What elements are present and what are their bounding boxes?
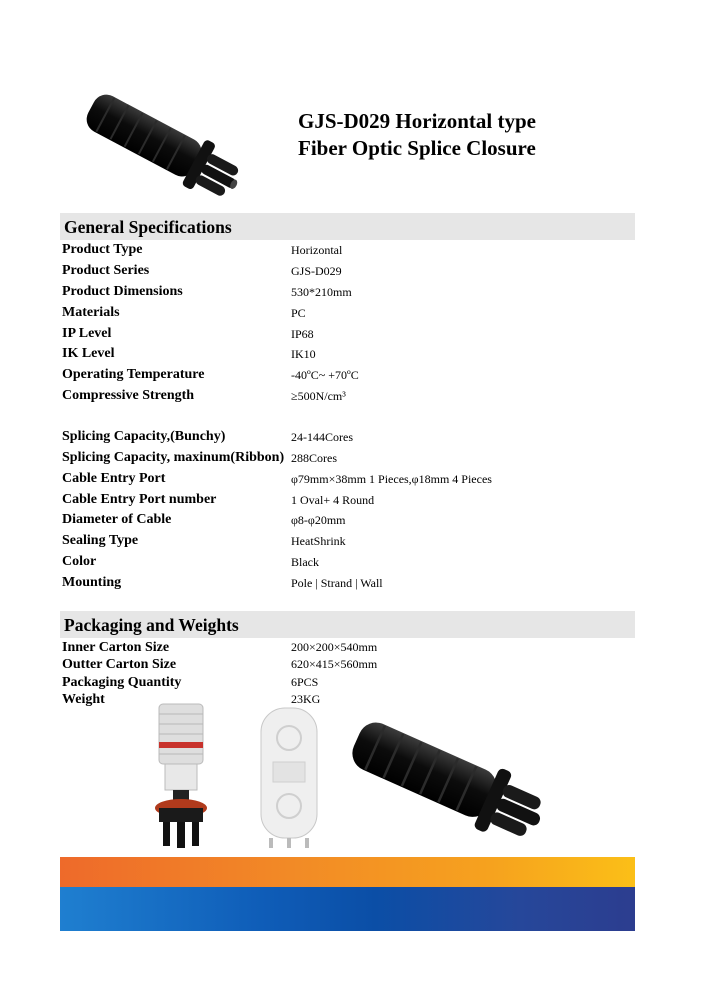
packaging-row xyxy=(62,656,632,673)
spec-row xyxy=(62,469,632,489)
spec-row xyxy=(62,573,632,593)
packaging-value: 200×200×540mm xyxy=(291,640,378,654)
spec-value: Horizontal xyxy=(291,243,343,257)
spec-row xyxy=(62,344,632,364)
packaging-label: Outter Carton Size xyxy=(62,657,177,672)
page-title-line1: GJS-D029 Horizontal type xyxy=(298,109,536,133)
spec-value: PC xyxy=(291,306,306,320)
spec-label: Splicing Capacity, maxinum(Ribbon) xyxy=(62,450,285,465)
spec-label: Product Dimensions xyxy=(62,284,183,299)
spec-value: 1 Oval+ 4 Round xyxy=(291,493,375,507)
spec-value: IP68 xyxy=(291,327,314,341)
spec-row xyxy=(62,365,632,385)
spec-row xyxy=(62,240,632,260)
product-photo-closure xyxy=(70,88,250,200)
spec-row xyxy=(62,448,632,468)
page-title-line2: Fiber Optic Splice Closure xyxy=(298,136,536,160)
packaging-weights-heading: Packaging and Weights xyxy=(60,611,635,638)
spec-label: Cable Entry Port xyxy=(62,471,166,486)
spec-label: Operating Temperature xyxy=(62,367,205,382)
spec-label: Cable Entry Port number xyxy=(62,492,217,507)
packaging-value: 23KG xyxy=(291,692,321,706)
packaging-row xyxy=(62,674,632,691)
spec-value: φ8-φ20mm xyxy=(291,513,346,527)
spec-value: ≥500N/cm³ xyxy=(291,389,346,403)
spec-label: Diameter of Cable xyxy=(62,512,172,527)
spec-value: GJS-D029 xyxy=(291,264,342,278)
spec-row xyxy=(62,386,632,406)
spec-label: Mounting xyxy=(62,575,122,590)
spec-label: IP Level xyxy=(62,326,112,341)
product-photo-splice-tray xyxy=(255,706,323,848)
spec-value: HeatShrink xyxy=(291,534,346,548)
spec-label: Splicing Capacity,(Bunchy) xyxy=(62,429,226,444)
spec-label: IK Level xyxy=(62,346,115,361)
packaging-row xyxy=(62,639,632,656)
spec-value: -40ºC~ +70ºC xyxy=(291,368,359,382)
spec-row xyxy=(62,282,632,302)
spec-label: Materials xyxy=(62,305,120,320)
spec-row xyxy=(62,490,632,510)
spec-label: Product Series xyxy=(62,263,150,278)
spec-label: Product Type xyxy=(62,242,143,257)
spec-value: φ79mm×38mm 1 Pieces,φ18mm 4 Pieces xyxy=(291,472,492,486)
spec-row xyxy=(62,531,632,551)
packaging-label: Weight xyxy=(62,692,105,707)
packaging-value: 6PCS xyxy=(291,675,319,689)
spec-value: 24-144Cores xyxy=(291,430,353,444)
footer-band-orange xyxy=(60,857,635,887)
spec-row xyxy=(62,427,632,447)
spec-value: Pole | Strand | Wall xyxy=(291,576,383,590)
product-photo-closure-large xyxy=(338,710,553,850)
spec-value: 288Cores xyxy=(291,451,337,465)
packaging-value: 620×415×560mm xyxy=(291,657,378,671)
packaging-label: Inner Carton Size xyxy=(62,640,170,655)
general-specifications-heading: General Specifications xyxy=(60,213,635,240)
spec-label: Compressive Strength xyxy=(62,388,195,403)
footer-band-blue xyxy=(60,887,635,931)
spec-row xyxy=(62,510,632,530)
spec-value: 530*210mm xyxy=(291,285,352,299)
packaging-label: Packaging Quantity xyxy=(62,675,182,690)
spec-row xyxy=(62,261,632,281)
spec-row xyxy=(62,552,632,572)
spec-value: IK10 xyxy=(291,347,316,361)
spec-value: Black xyxy=(291,555,319,569)
product-photo-internal-trays xyxy=(145,700,217,850)
spec-row xyxy=(62,324,632,344)
spec-row xyxy=(62,303,632,323)
spec-label: Sealing Type xyxy=(62,533,139,548)
spec-label: Color xyxy=(62,554,97,569)
